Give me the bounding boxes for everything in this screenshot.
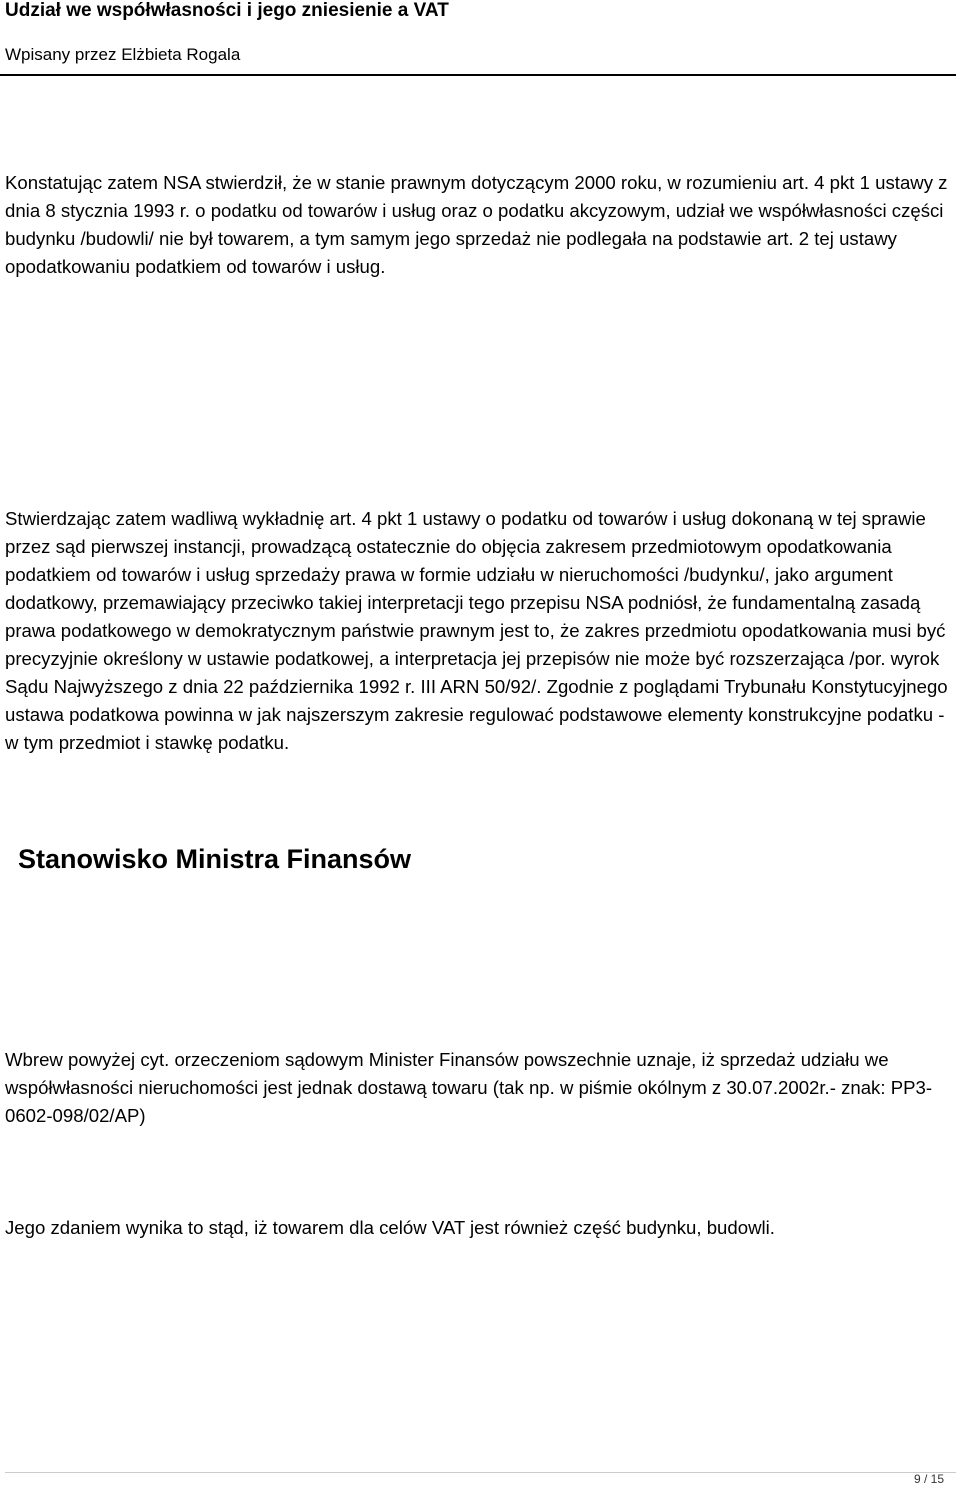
page-header (0, 0, 956, 76)
document-author: Wpisany przez Elżbieta Rogala (5, 45, 241, 64)
body-paragraph-2: Stwierdzając zatem wadliwą wykładnię art. 4 pkt 1 ustawy o podatku od towarów i usług dokonaną w tej sprawie przez sąd pierwszej instancji, prowadzącą ostatecznie do objęcia zakresem przedmiotowym opodatkowania podatkiem od towarów i usług sprzedaży prawa w formie udziału w nieruchomości /budynku/, jako argument dodatkowy, przemawiający przeciwko takiej interpretacji tego przepisu NSA podniósł, że fundamentalną zasadą prawa podatkowego w demokratycznym państwie prawnym jest to, że zakres przedmiotu opodatkowania musi być precyzyjnie określony w ustawie podatkowej, a interpretacja jej przepisów nie może być rozszerzająca /por. wyrok Sądu Najwyższego z dnia 22 października 1992 r. III ARN 50/92/. Zgodnie z poglądami Trybunału Konstytucyjnego ustawa podatkowa powinna w jak najszerszym zakresie regulować podstawowe elementy konstrukcyjne podatku - w tym przedmiot i stawkę podatku. (5, 508, 948, 753)
document-title: Udział we współwłasności i jego zniesienie a VAT (5, 0, 449, 21)
body-paragraph-3: Wbrew powyżej cyt. orzeczeniom sądowym Minister Finansów powszechnie uznaje, iż sprzedaż udziału we współwłasności nieruchomości jest jednak dostawą towaru (tak np. w piśmie okólnym z 30.07.2002r.- znak: PP3-0602-098/02/AP) (5, 1049, 933, 1126)
body-paragraph-4: Jego zdaniem wynika to stąd, iż towarem dla celów VAT jest również część budynku, budowli. (5, 1217, 775, 1238)
body-paragraph-1: Konstatując zatem NSA stwierdził, że w stanie prawnym dotyczącym 2000 roku, w rozumieniu art. 4 pkt 1 ustawy z dnia 8 stycznia 1993 r. o podatku od towarów i usług oraz o podatku akcyzowym, udział we współwłasności części budynku /budowli/ nie był towarem, a tym samym jego sprzedaż nie podlegała na podstawie art. 2 tej ustawy opodatkowaniu podatkiem od towarów i usług. (5, 172, 948, 277)
footer-divider (5, 1472, 956, 1473)
page-number: 9 / 15 (913, 1472, 944, 1486)
section-heading: Stanowisko Ministra Finansów (18, 844, 412, 874)
